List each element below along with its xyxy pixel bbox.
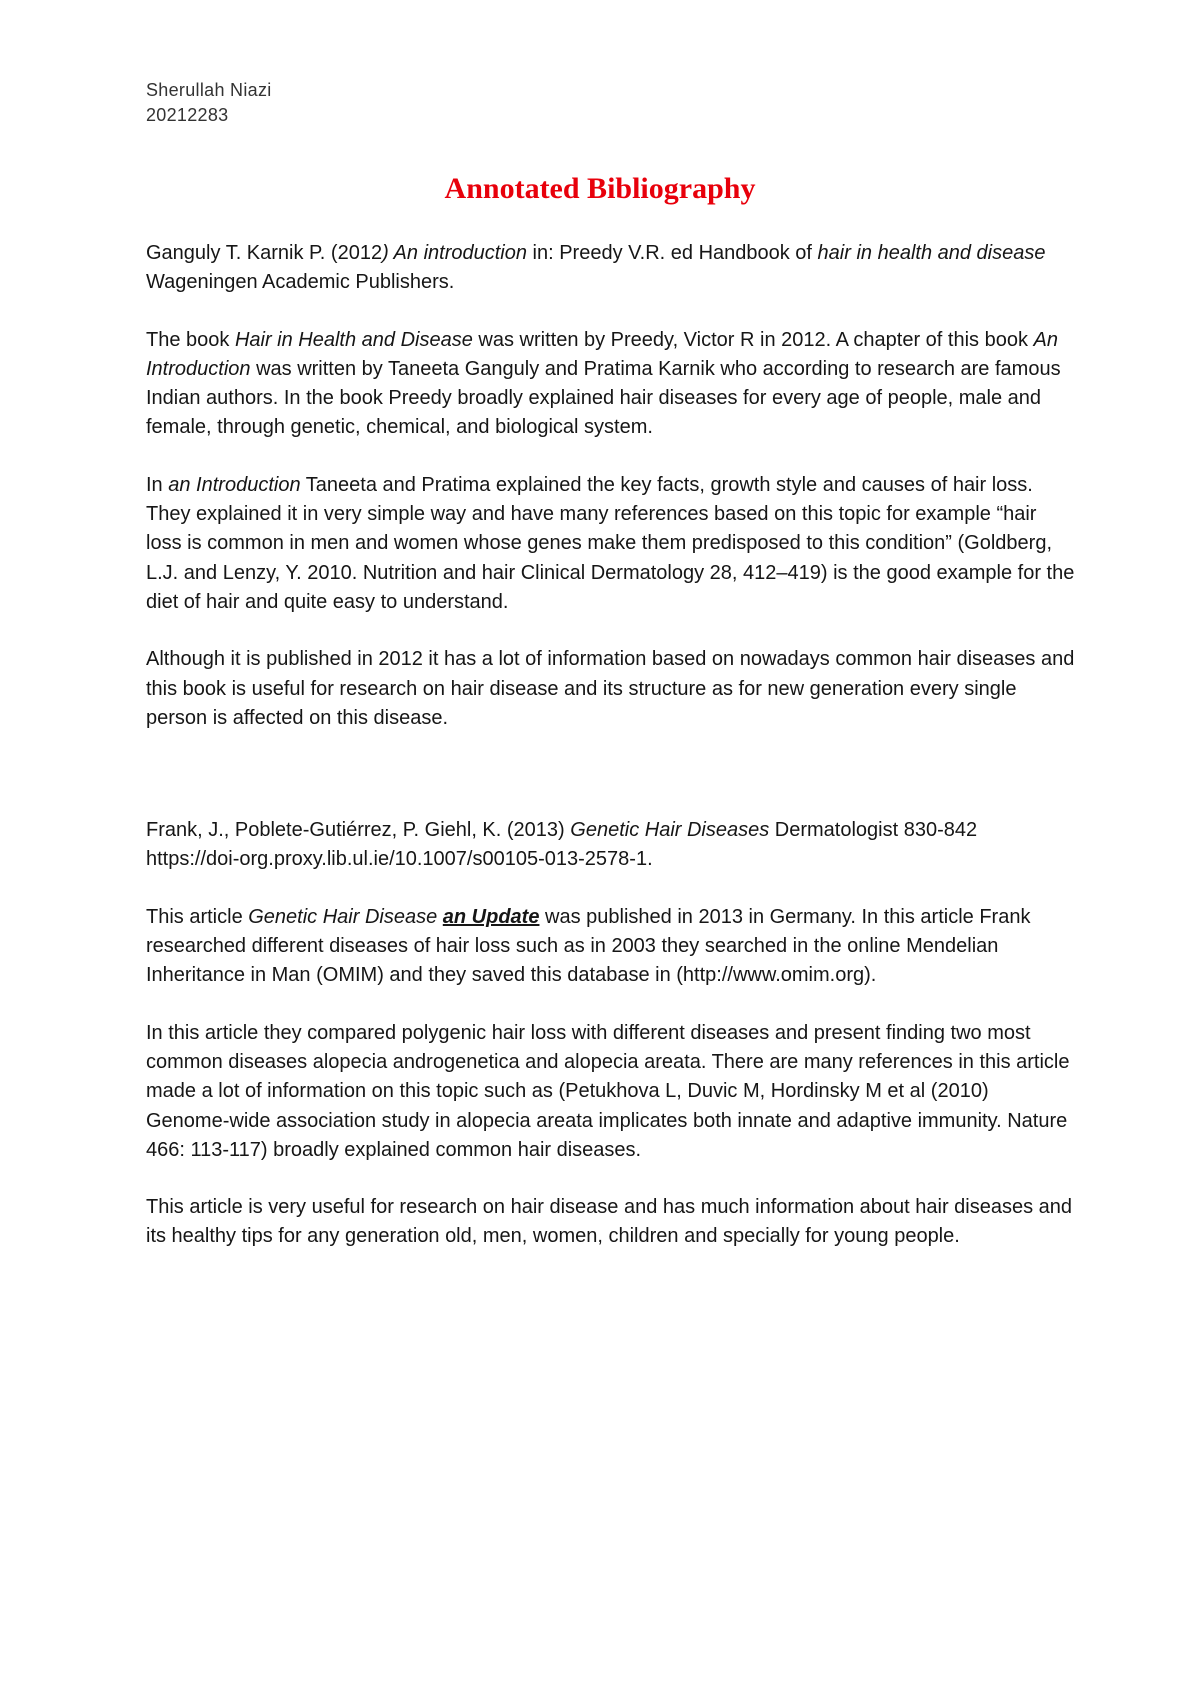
- entry2-paragraph-3: This article is very useful for research on hair disease and has much information about hair diseases and its healthy tips for any generation old, men, women, children and specially for young people.: [146, 1196, 1073, 1248]
- entry2-paragraph-1: This article Genetic Hair Disease an Update was published in 2013 in Germany. In this article Frank researched different diseases of hair loss such as in 2003 they searched in the online Mendelian Inheritance in Man (OMIM) and they saved this database in (http://​www.omim.org).: [146, 905, 1031, 987]
- entry1-paragraph-1: The book Hair in Health and Disease was written by Preedy, Victor R in 2012. A chapter of this book An Introduction was written by Taneeta Ganguly and Pratima Karnik who according to research are famous Indian authors. In the book Preedy broadly explained hair diseases for every age of people, male and female, through genetic, chemical, and biological system.: [146, 328, 1061, 439]
- entry1-paragraph-3: Although it is published in 2012 it has a lot of information based on nowadays common hair diseases and this book is useful for research on hair disease and its structure as for new generation every single person is affected on this disease.: [146, 648, 1075, 729]
- page-title: Annotated Bibliography: [444, 172, 756, 205]
- entry2-paragraph-2: In this article they compared polygenic hair loss with different diseases and present finding two most common diseases alopecia androgenetica and alopecia areata. There are many references in this article made a lot of information on this topic such as (Petukhova L, Duvic M, Hordinsky M et al (2010) Genome-wide association study in alopecia areata implicates both innate and adaptive immunity. Nature 466: 113-117) broadly explained common hair diseases.: [146, 1021, 1070, 1161]
- entry2-citation: Frank, J., Poblete-Gutiérrez, P. Giehl, K. (2013) Genetic Hair Diseases Dermatologist 830-842 https://doi-org.proxy.lib.ul.ie/10.1007/s00105-013-2578-1.: [146, 819, 978, 871]
- entry1-citation: Ganguly T. Karnik P. (2012) An introduction in: Preedy V.R. ed Handbook of hair in health and disease Wageningen Academic Publishers.: [146, 242, 1046, 294]
- author-name: Sherullah Niazi: [146, 80, 272, 100]
- document-body: [146, 239, 1076, 1280]
- student-id: 20212283: [146, 105, 229, 125]
- header: [146, 78, 272, 128]
- entry1-paragraph-2: In an Introduction Taneeta and Pratima explained the key facts, growth style and causes of hair loss. They explained it in very simple way and have many references based on this topic for example “hair loss is common in men and women whose genes make them predisposed to this condition” (Goldberg, L.J. and Lenzy, Y. 2010. Nutrition and hair Clinical Dermatology 28, 412–419) is the good example for the diet of hair and quite easy to understand.: [146, 473, 1075, 613]
